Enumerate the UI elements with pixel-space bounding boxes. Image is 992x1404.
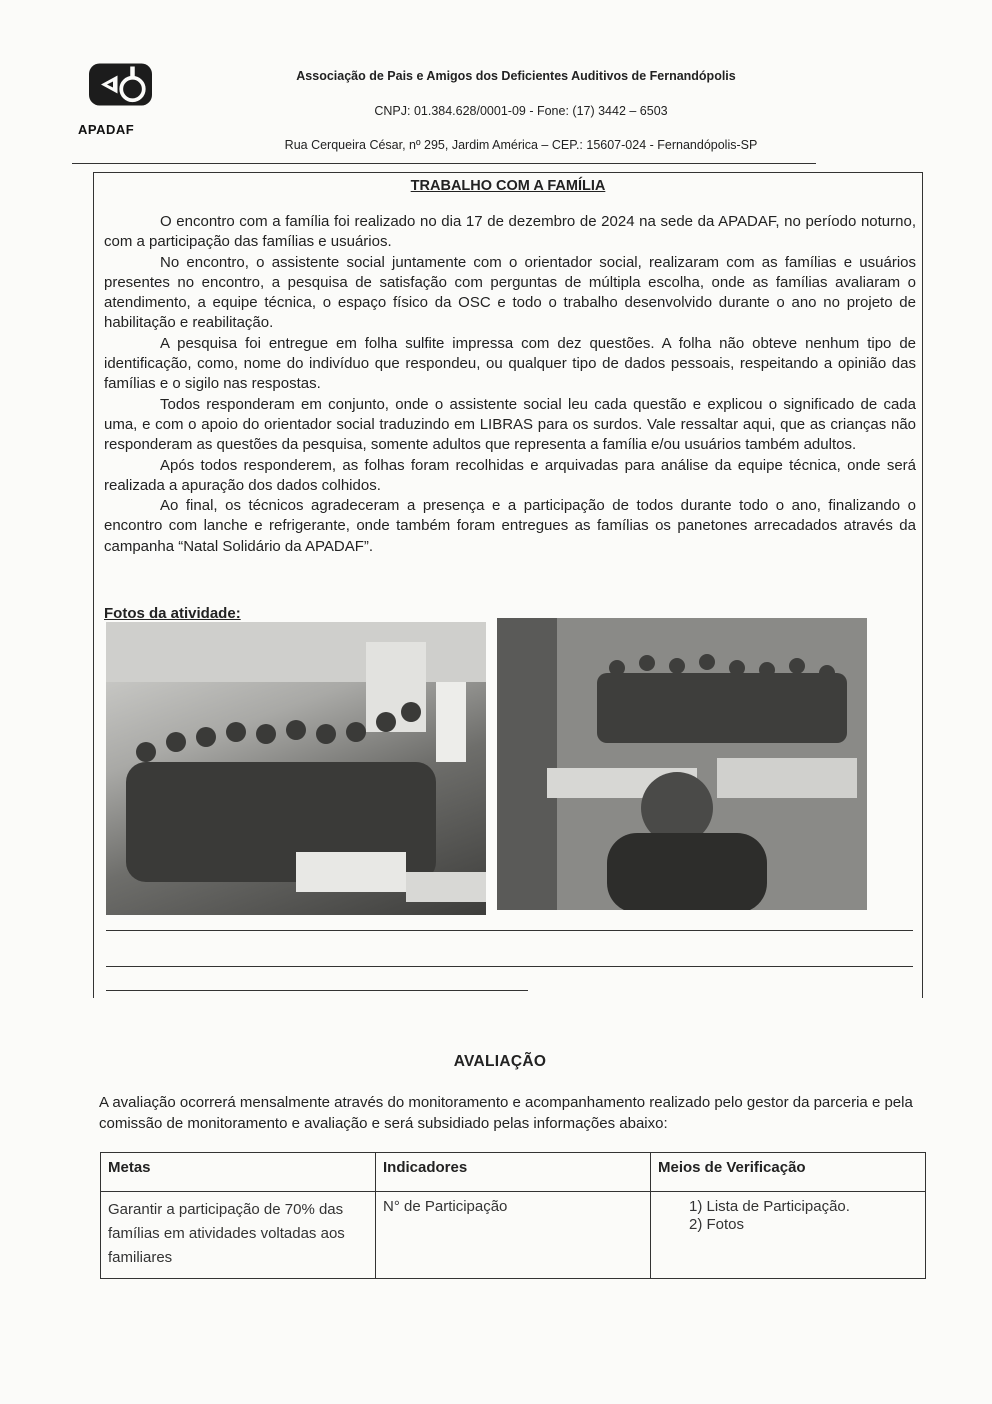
column-header: Meios de Verificação <box>651 1153 926 1192</box>
paragraph: No encontro, o assistente social juntamente com o orientador social, realizaram com as famílias e usuários presentes no encontro, a pesquisa de satisfação com perguntas de múltipla escolha, onde as famílias avaliaram o atendimento, a equipe técnica, o espaço físico da OSC e todo o trabalho desenvolvido durante o ano no projeto de habilitação e reabilitação. <box>104 253 916 332</box>
section-body <box>104 212 916 557</box>
paragraph: Ao final, os técnicos agradeceram a presença e a participação de todos durante todo o ano, finalizando o encontro com lanche e refrigerante, onde também foram entregues as famílias os panetones arrecadados através da campanha “Natal Solidário da APADAF”. <box>104 497 916 555</box>
verification-cell <box>651 1192 926 1279</box>
indicator-cell: N° de Participação <box>376 1192 651 1279</box>
blank-line <box>106 990 528 991</box>
paragraph: Todos responderam em conjunto, onde o assistente social leu cada questão e explicou o significado de cada uma, e com o apoio do orientador social traduzindo em LIBRAS para os surdos. Vale ressaltar aqui, que as crianças não responderam as questões da pesquisa, somente adultos que representa a família e/ou usuários também adultos. <box>104 395 916 454</box>
meta-cell: Garantir a participação de 70% das famílias em atividades voltadas aos familiares <box>101 1192 376 1279</box>
verification-item: 2) Fotos <box>689 1216 745 1233</box>
section-title: TRABALHO COM A FAMÍLIA <box>410 178 606 194</box>
org-name: Associação de Pais e Amigos dos Deficientes Auditivos de Fernandópolis <box>296 69 736 83</box>
paragraph: O encontro com a família foi realizado no dia 17 de dezembro de 2024 na sede da APADAF, no período noturno, com a participação das famílias e usuários. <box>104 213 916 251</box>
header-divider <box>72 163 816 164</box>
paragraph: A pesquisa foi entregue em folha sulfite impressa com dez questões. A folha não obteve nenhum tipo de identificação, como, nome do indivíduo que respondeu, ou qualquer tipo de dados pessoais, respeitando a opinião das famílias e o sigilo nas respostas. <box>104 334 916 393</box>
table-header-row <box>101 1153 926 1192</box>
table-row <box>101 1192 926 1279</box>
photos-label: Fotos da atividade: <box>104 605 241 622</box>
blank-line <box>106 930 913 931</box>
group-photo <box>106 622 486 915</box>
evaluation-text: A avaliação ocorrerá mensalmente através do monitoramento e acompanhamento realizado pelo gestor da parceria e pela comissão de monitoramento e avaliação e será subsidiado pelas informações abaixo: <box>99 1094 913 1132</box>
blank-line <box>106 966 913 967</box>
paragraph: Após todos responderem, as folhas foram recolhidas e arquivadas para análise da equipe técnica, onde será realizada a apuração dos dados colhidos. <box>104 456 916 494</box>
cnpj-phone: CNPJ: 01.384.628/0001-09 - Fone: (17) 3442 – 6503 <box>374 104 668 118</box>
selfie-photo <box>497 618 867 910</box>
evaluation-table <box>100 1152 926 1279</box>
column-header: Indicadores <box>376 1153 651 1192</box>
logo-text: APADAF <box>78 122 135 137</box>
verification-item: 1) Lista de Participação. <box>689 1198 850 1215</box>
address: Rua Cerqueira César, nº 295, Jardim América – CEP.: 15607-024 - Fernandópolis-SP <box>284 138 758 152</box>
column-header: Metas <box>101 1153 376 1192</box>
evaluation-title: AVALIAÇÃO <box>453 1053 547 1070</box>
